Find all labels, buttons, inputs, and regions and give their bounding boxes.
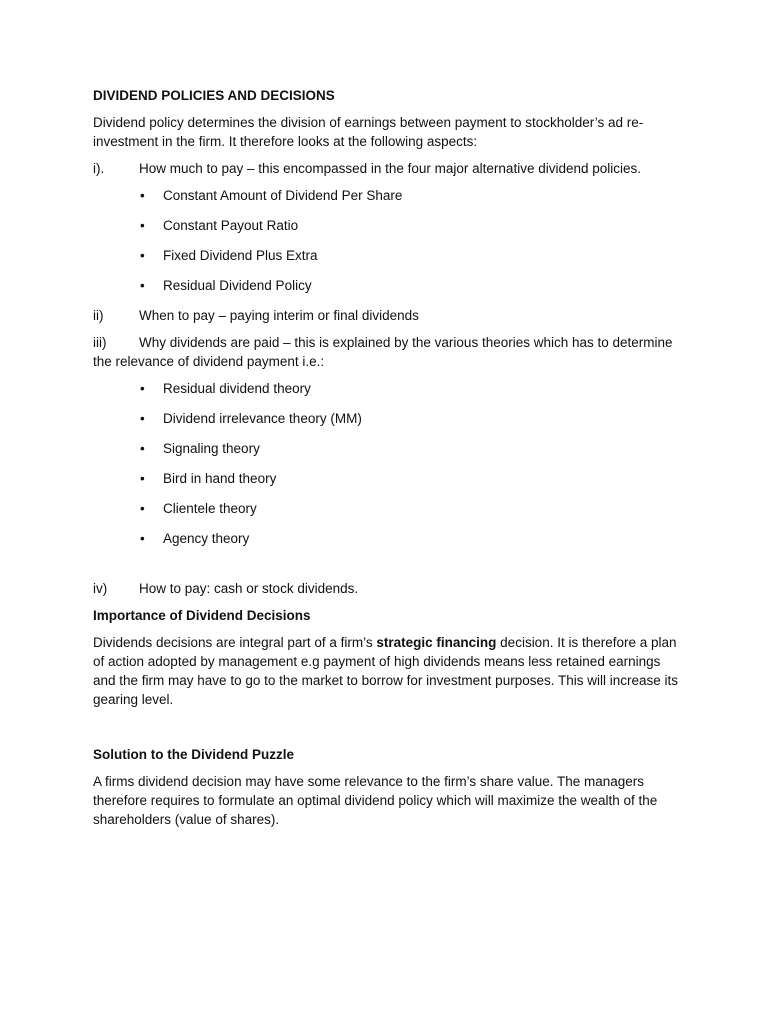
bullet-icon: • bbox=[140, 248, 145, 263]
bullet-icon: • bbox=[140, 278, 145, 293]
bullet-icon: • bbox=[140, 411, 145, 426]
bullet-icon: • bbox=[140, 441, 145, 456]
list-item: • Residual dividend theory bbox=[140, 381, 311, 396]
aspect-3-number: iii) bbox=[93, 335, 107, 350]
bullet-icon: • bbox=[140, 531, 145, 546]
solution-heading: Solution to the Dividend Puzzle bbox=[93, 747, 294, 762]
bullet-icon: • bbox=[140, 471, 145, 486]
aspect-1-number: i). bbox=[93, 161, 105, 176]
emphasis-text: strategic financing bbox=[376, 635, 497, 650]
aspect-4-text: How to pay: cash or stock dividends. bbox=[139, 581, 359, 596]
bullet-icon: • bbox=[140, 501, 145, 516]
aspect-4 bbox=[93, 579, 683, 598]
policies-list bbox=[93, 186, 683, 295]
bullet-icon: • bbox=[140, 218, 145, 233]
aspect-2-number: ii) bbox=[93, 308, 104, 323]
solution-paragraph: A firms dividend decision may have some relevance to the firm’s share value. The managers therefore requires to formulate an optimal dividend policy which will maximize the wealth of the shareholders (value of shares). bbox=[93, 774, 658, 827]
spacer bbox=[93, 559, 683, 579]
list-item: • Clientele theory bbox=[140, 501, 257, 516]
spacer bbox=[93, 717, 683, 745]
list-item: • Residual Dividend Policy bbox=[140, 278, 312, 293]
document-page bbox=[93, 86, 683, 837]
aspect-1 bbox=[93, 159, 683, 178]
aspect-2 bbox=[93, 306, 683, 325]
list-item: • Constant Payout Ratio bbox=[140, 218, 299, 233]
list-item: • Dividend irrelevance theory (MM) bbox=[140, 411, 362, 426]
theories-list bbox=[93, 379, 683, 548]
list-item: • Constant Amount of Dividend Per Share bbox=[140, 188, 403, 203]
aspect-4-number: iv) bbox=[93, 581, 108, 596]
importance-paragraph: Dividends decisions are integral part of a firm’s strategic financing decision. It is therefore a plan of action adopted by management e.g payment of high dividends means less retained earnings and the firm may have to go to the market to borrow for investment purposes. This will increase its gearing level. bbox=[93, 635, 679, 707]
aspect-1-text: How much to pay – this encompassed in the four major alternative dividend policies. bbox=[139, 161, 642, 176]
bullet-icon: • bbox=[140, 188, 145, 203]
list-item: • Bird in hand theory bbox=[140, 471, 277, 486]
intro-paragraph: Dividend policy determines the division of earnings between payment to stockholder’s ad re-investment in the firm. It therefore looks at the following aspects: bbox=[93, 115, 644, 149]
document-title: DIVIDEND POLICIES AND DECISIONS bbox=[93, 88, 335, 103]
aspect-3-text: Why dividends are paid – this is explained by the various theories which has to determine the relevance of dividend payment i.e.: bbox=[93, 335, 673, 369]
bullet-icon: • bbox=[140, 381, 145, 396]
importance-heading: Importance of Dividend Decisions bbox=[93, 608, 311, 623]
aspect-3 bbox=[93, 333, 683, 371]
list-item: • Signaling theory bbox=[140, 441, 260, 456]
aspect-2-text: When to pay – paying interim or final dividends bbox=[139, 308, 419, 323]
list-item: • Fixed Dividend Plus Extra bbox=[140, 248, 318, 263]
list-item: • Agency theory bbox=[140, 531, 250, 546]
